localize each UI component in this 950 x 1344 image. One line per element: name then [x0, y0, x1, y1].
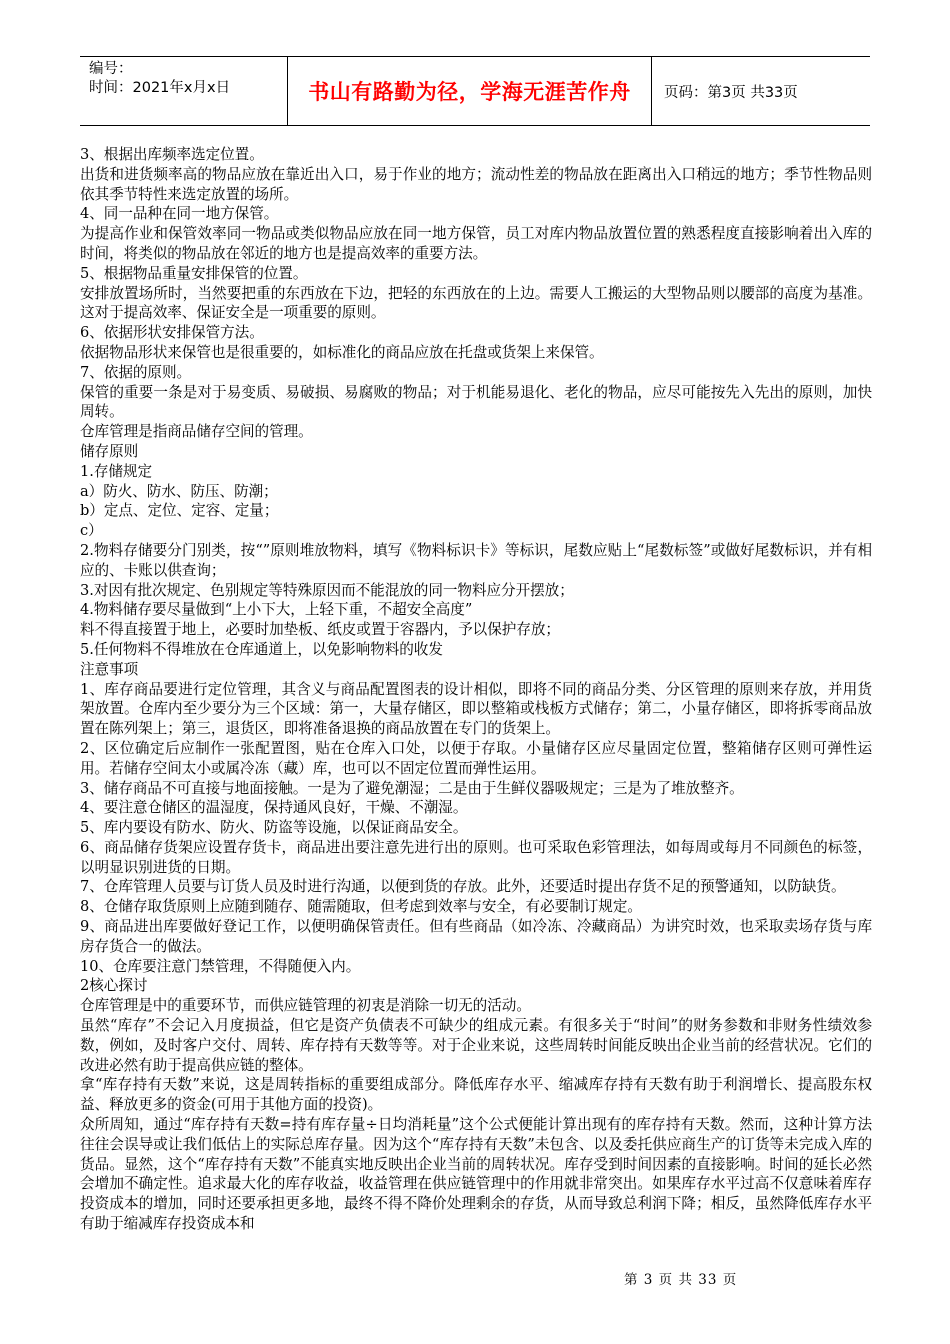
paragraph: 4.物料储存要尽量做到“上小下大，上轻下重，不超安全高度” [80, 601, 473, 619]
paragraph: 6、商品储存货架应设置存货卡，商品进出要注意先进行出的原则。也可采取色彩管理法，如每周或每月不同颜色的标签，以明显识别进货的日期。 [80, 838, 872, 876]
document-body [80, 145, 872, 1234]
paragraph: 8、仓储存取货原则上应随到随存、随需随取，但考虑到效率与安全，有必要制订规定。 [80, 898, 642, 916]
paragraph: 为提高作业和保管效率同一物品或类似物品应放在同一地方保管，员工对库内物品放置位置的熟悉程度直接影响着出入库的时间，将类似的物品放在邻近的地方也是提高效率的重要方法。 [80, 225, 872, 262]
paragraph: 7、依据的原则。 [80, 363, 192, 381]
paragraph: 2.物料存储要分门别类，按“”原则堆放物料，填写《物料标识卡》等标识，尾数应贴上“尾数标签”或做好尾数标识，并有相应的、卡账以供查询； [80, 541, 872, 579]
paragraph: 9、商品进出库要做好登记工作，以便明确保管责任。但有些商品（如冷冻、冷藏商品）为讲究时效，也采取卖场存货与库房存货合一的做法。 [80, 918, 872, 955]
paragraph: 1、库存商品要进行定位管理，其含义与商品配置图表的设计相似，即将不同的商品分类、分区管理的原则来存放，并用货架放置。仓库内至少要分为三个区域：第一，大量存储区，即以整箱或栈板方式储存；第二，小量存储区，即将拆零商品放置在陈列架上；第三，退货区，即将准备退换的商品放置在专门的货架上。 [80, 680, 872, 738]
header-meta [80, 57, 287, 125]
paragraph: 众所周知，通过“库存持有天数=持有库存量÷日均消耗量”这个公式便能计算出现有的库存持有天数。然而，这种计算方法往往会误导或让我们低估上的实际总库存量。因为这个“库存持有天数”未包含、以及委托供应商生产的订货等未完成入库的货品。显然，这个“库存持有天数”不能真实地反映出企业当前的周转状况。库存受到时间因素的直接影响。时间的延长必然会增加不确定性。追求最大化的库存收益，收益管理在供应链管理中的作用就非常突出。如果库存水平过高不仅意味着库存投资成本的增加，同时还要承担更多地，最终不得不降价处理剩余的存货，从而导致总利润下降；相反，虽然降低库存水平有助于缩减库存投资成本和 [80, 1116, 872, 1233]
paragraph: 仓库管理是指商品储存空间的管理。 [80, 423, 313, 441]
document-time-label: 时间：2021年x月x日 [89, 80, 231, 96]
header-page-info: 页码：第3页 共33页 [664, 84, 798, 101]
page-footer: 第 3 页 共 33 页 [624, 1272, 738, 1288]
paragraph: 出货和进货频率高的物品应放在靠近出入口，易于作业的地方；流动性差的物品放在距离出入口稍远的地方；季节性物品则依其季节特性来选定放置的场所。 [80, 165, 872, 203]
paragraph: 5、库内要设有防水、防火、防盗等设施，以保证商品安全。 [80, 819, 468, 837]
page-header [80, 56, 870, 126]
paragraph: 5、根据物品重量安排保管的位置。 [80, 264, 308, 282]
paragraph: c） [80, 522, 103, 540]
paragraph: 保管的重要一条是对于易变质、易破损、易腐败的物品；对于机能易退化、老化的物品，应尽可能按先入先出的原则，加快周转。 [80, 383, 872, 421]
section-heading: 2核心探讨 [80, 977, 148, 995]
paragraph: 5.任何物料不得堆放在仓库通道上，以免影响物料的收发 [80, 640, 443, 658]
paragraph: 仓库管理是中的重要环节，而供应链管理的初衷是消除一切无的活动。 [80, 997, 531, 1015]
paragraph: 3.对因有批次规定、色别规定等特殊原因而不能混放的同一物料应分开摆放； [80, 581, 574, 599]
paragraph: 1.存储规定 [80, 462, 152, 480]
paragraph: 7、仓库管理人员要与订货人员及时进行沟通，以便到货的存放。此外，还要适时提出存货不足的预警通知，以防缺货。 [80, 878, 846, 896]
section-heading: 储存原则 [80, 442, 139, 460]
paragraph: 3、储存商品不可直接与地面接触。一是为了避免潮湿；二是由于生鲜仪器吸规定；三是为了堆放整齐。 [80, 779, 744, 797]
paragraph: 虽然“库存”不会记入月度损益，但它是资产负债表不可缺少的组成元素。有很多关于“时间”的财务参数和非财务性绩效参数，例如，及时客户交付、周转、库存持有天数等等。对于企业来说，这些周转时间能反映出企业当前的经营状况。它们的改进必然有助于提高供应链的整体。 [80, 1017, 872, 1074]
section-heading: 注意事项 [80, 660, 139, 678]
paragraph: 4、同一品种在同一地方保管。 [80, 205, 279, 223]
paragraph: 料不得直接置于地上，必要时加垫板、纸皮或置于容器内，予以保护存放； [80, 621, 560, 639]
header-motto: 书山有路勤为径，学海无涯苦作舟 [308, 80, 631, 104]
paragraph: 2、区位确定后应制作一张配置图，贴在仓库入口处，以便于存取。小量储存区应尽量固定位置，整箱储存区则可弹性运用。若储存空间太小或属冷冻（藏）库，也可以不固定位置而弹性运用。 [80, 739, 872, 777]
paragraph: 3、根据出库频率选定位置。 [80, 146, 264, 163]
paragraph: 10、仓库要注意门禁管理，不得随便入内。 [80, 957, 361, 975]
header-motto-cell [287, 57, 652, 125]
paragraph: 安排放置场所时，当然要把重的东西放在下边，把轻的东西放在的上边。需要人工搬运的大型物品则以腰部的高度为基准。这对于提高效率、保证安全是一项重要的原则。 [80, 284, 872, 322]
paragraph: a）防火、防水、防压、防潮； [80, 482, 278, 500]
paragraph: 依据物品形状来保管也是很重要的，如标准化的商品应放在托盘或货架上来保管。 [80, 343, 604, 361]
paragraph: 6、依据形状安排保管方法。 [80, 324, 264, 342]
paragraph: 4、要注意仓储区的温湿度，保持通风良好，干燥、不潮湿。 [80, 799, 468, 817]
document-number-label: 编号： [89, 61, 133, 77]
paragraph: b）定点、定位、定容、定量； [80, 502, 279, 520]
paragraph: 拿“库存持有天数”来说，这是周转指标的重要组成部分。降低库存水平、缩减库存持有天数有助于利润增长、提高股东权益、释放更多的资金(可用于其他方面的投资)。 [80, 1076, 872, 1114]
